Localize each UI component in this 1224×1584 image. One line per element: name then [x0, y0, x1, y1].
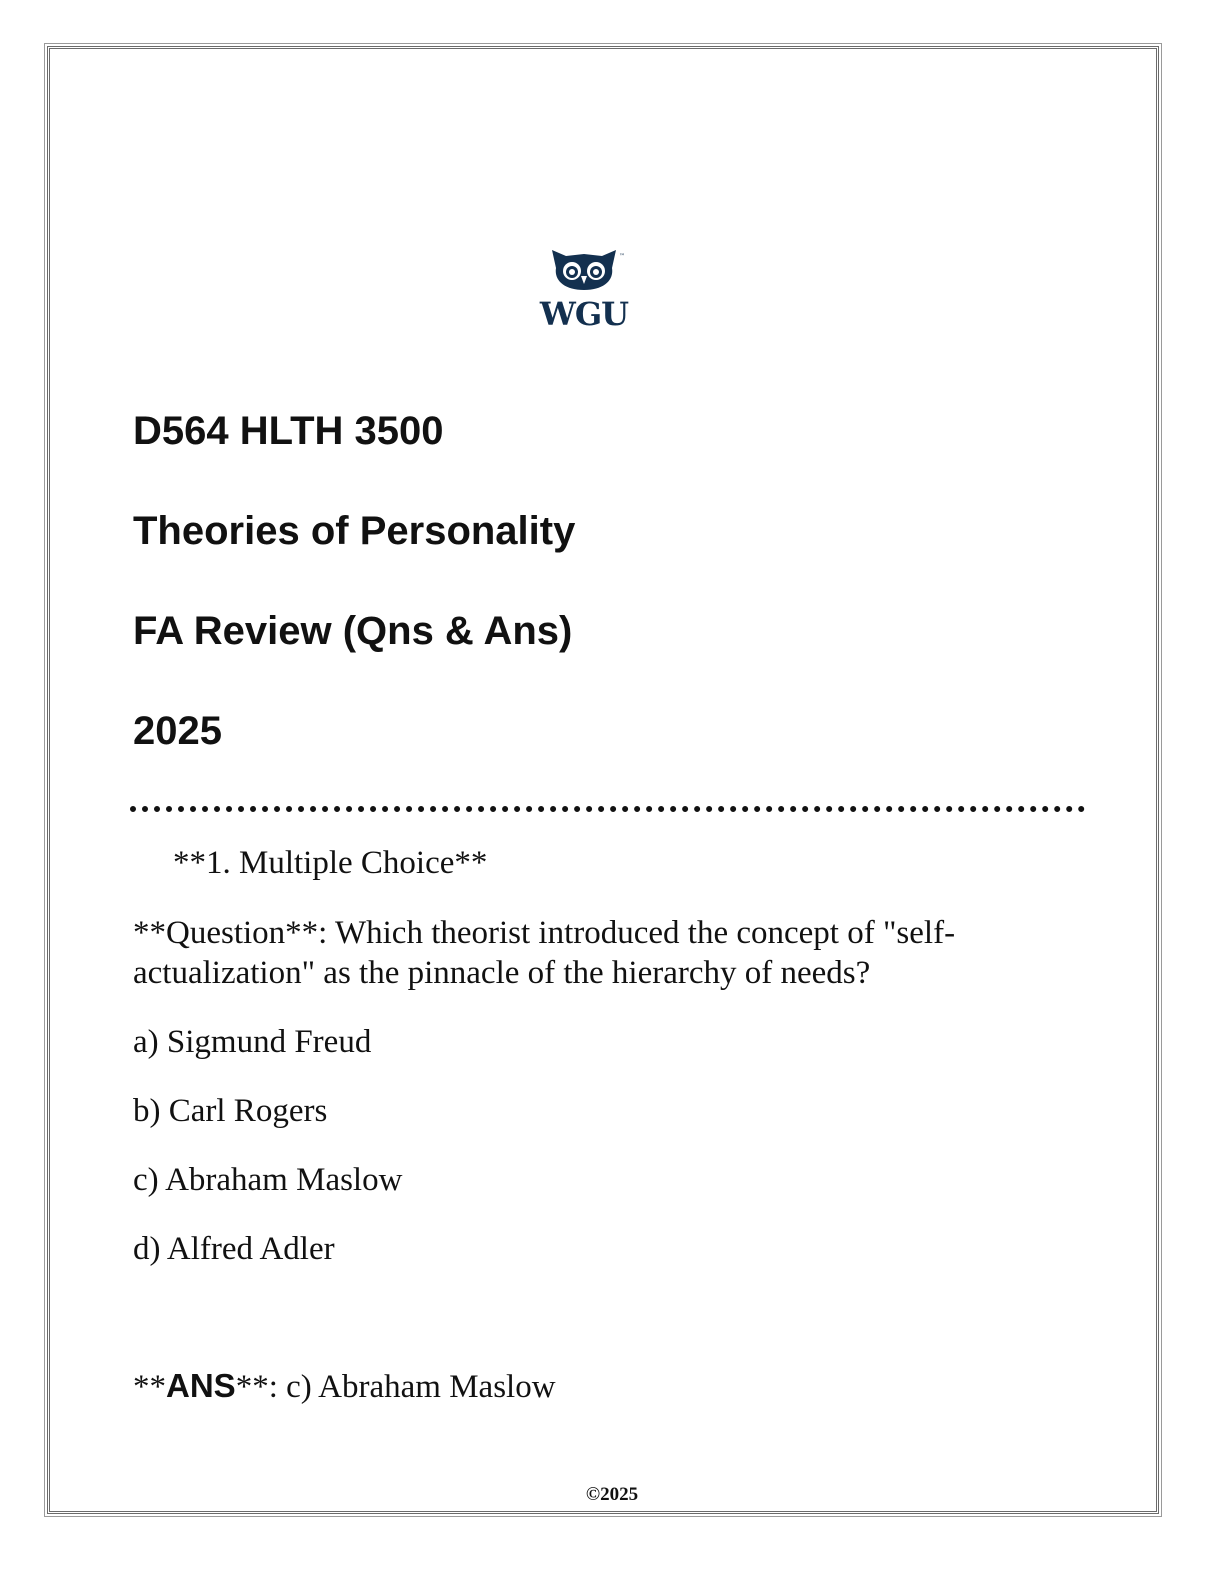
question-line-1: **Question**: Which theorist introduced the concept of "self-: [133, 915, 956, 951]
option-d: d) Alfred Adler: [133, 1231, 335, 1267]
option-a: a) Sigmund Freud: [133, 1024, 372, 1060]
answer-suffix: **:: [235, 1369, 287, 1405]
option-c: c) Abraham Maslow: [133, 1162, 403, 1198]
course-code-heading: D564 HLTH 3500: [133, 409, 444, 453]
subject-heading: Theories of Personality: [133, 509, 576, 553]
dotted-divider: [130, 806, 1085, 812]
answer-prefix: **: [133, 1369, 166, 1405]
review-heading: FA Review (Qns & Ans): [133, 609, 573, 653]
logo-text: WGU: [539, 295, 629, 333]
answer-label: ANS: [166, 1367, 236, 1404]
option-b: b) Carl Rogers: [133, 1093, 328, 1129]
question-line-2: actualization" as the pinnacle of the hierarchy of needs?: [133, 955, 871, 991]
year-heading: 2025: [133, 709, 222, 753]
answer-line: [133, 1366, 556, 1407]
svg-text:™: ™: [619, 253, 625, 260]
owl-icon: [532, 246, 636, 296]
wgu-logo: [532, 246, 636, 334]
copyright-footer: ©2025: [585, 1484, 639, 1505]
section-label: **1. Multiple Choice**: [173, 845, 488, 881]
answer-value: c) Abraham Maslow: [286, 1369, 556, 1405]
